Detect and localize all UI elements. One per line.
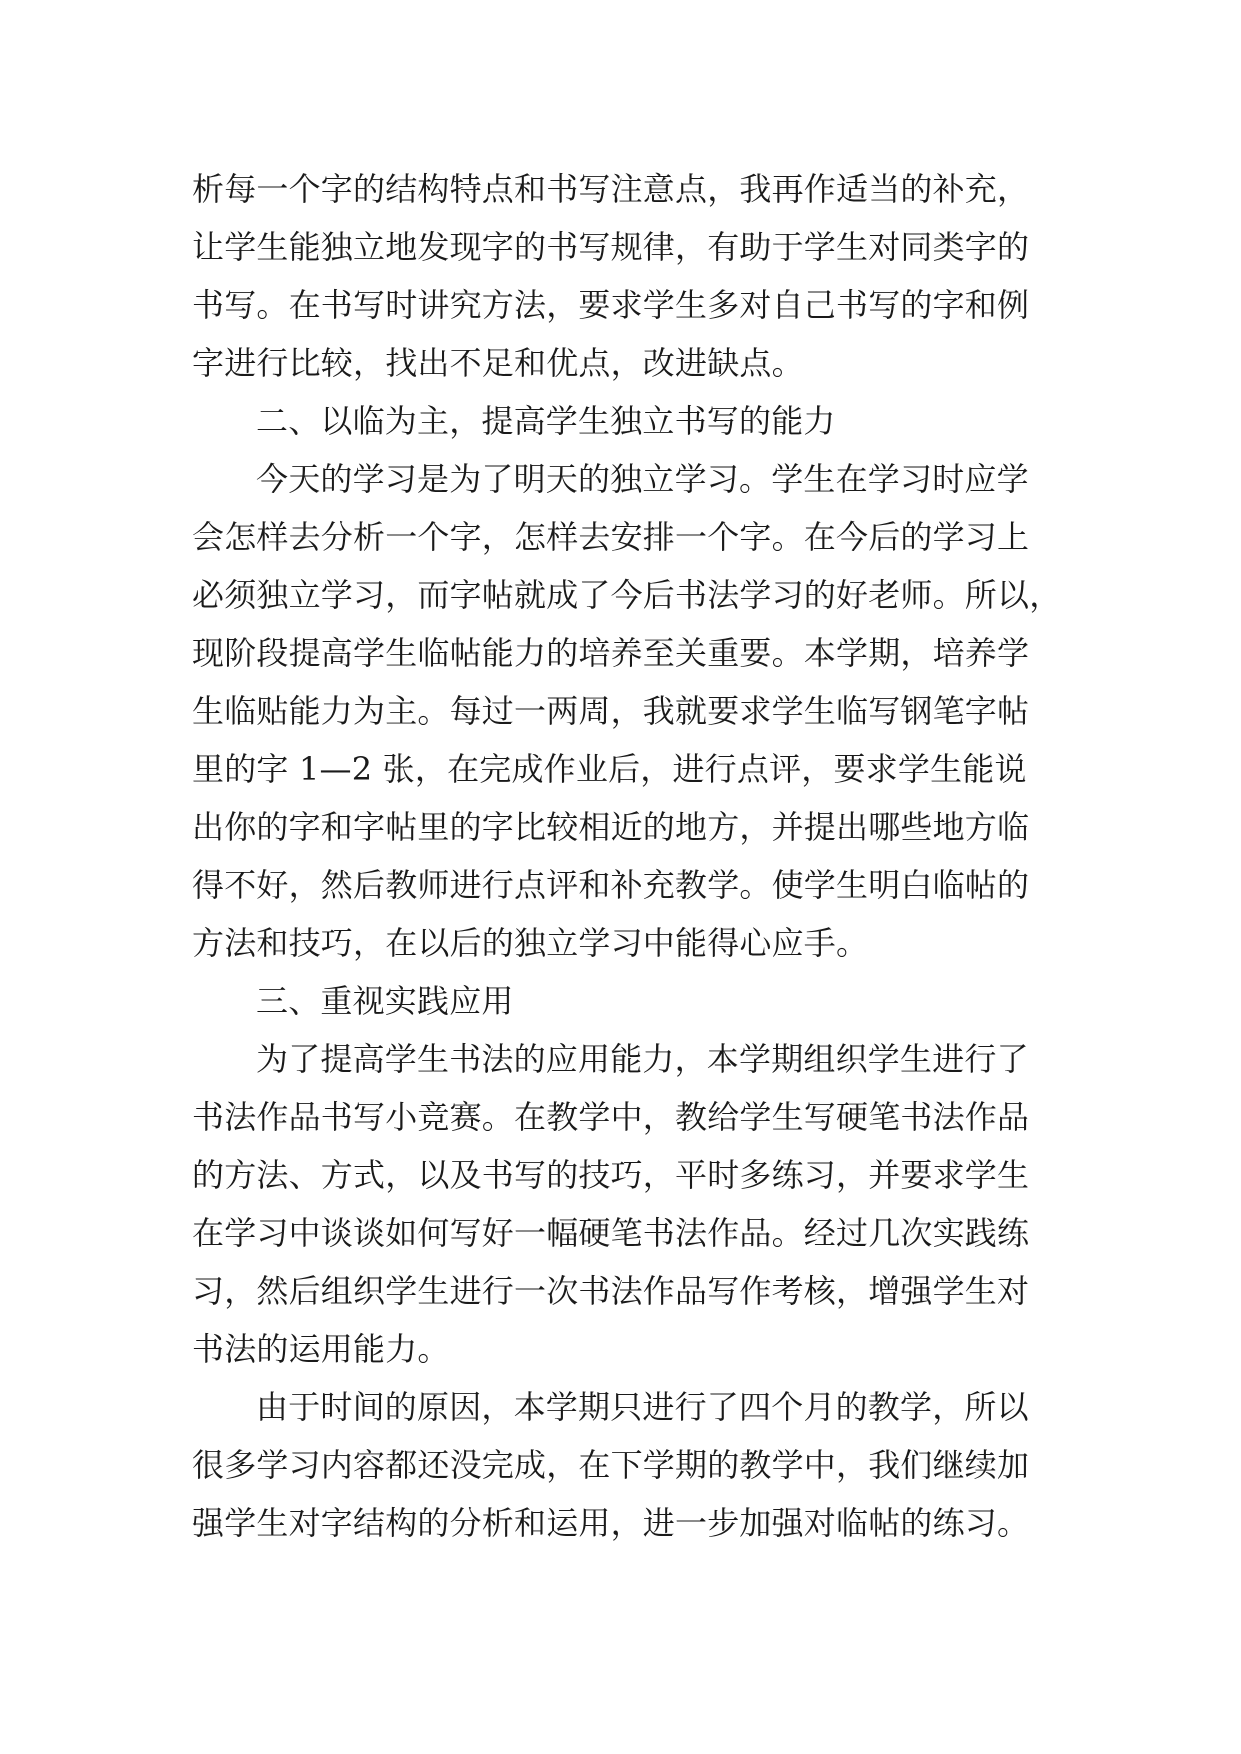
document-body bbox=[192, 160, 1072, 1552]
text-line: 方法和技巧，在以后的独立学习中能得心应手。 bbox=[192, 924, 869, 962]
text-line: 必须独立学习，而字帖就成了今后书法学习的好老师。所以， bbox=[192, 576, 1062, 614]
paragraph-start: 今天的学习是为了明天的独立学习。学生在学习时应学 bbox=[256, 460, 1029, 498]
text-line: 里的字 1—2 张，在完成作业后，进行点评，要求学生能说 bbox=[192, 750, 1027, 788]
text-line: 析每一个字的结构特点和书写注意点，我再作适当的补充， bbox=[192, 170, 1030, 208]
section-heading: 二、以临为主，提高学生独立书写的能力 bbox=[256, 402, 836, 440]
text-line: 书法的运用能力。 bbox=[192, 1330, 450, 1368]
text-line: 字进行比较，找出不足和优点，改进缺点。 bbox=[192, 344, 804, 382]
section-heading: 三、重视实践应用 bbox=[256, 982, 514, 1020]
text-line: 书写。在书写时讲究方法，要求学生多对自己书写的字和例 bbox=[192, 286, 1030, 324]
text-line: 在学习中谈谈如何写好一幅硬笔书法作品。经过几次实践练 bbox=[192, 1214, 1030, 1252]
text-line: 强学生对字结构的分析和运用，进一步加强对临帖的练习。 bbox=[192, 1504, 1030, 1542]
text-line: 的方法、方式，以及书写的技巧，平时多练习，并要求学生 bbox=[192, 1156, 1030, 1194]
text-line: 书法作品书写小竞赛。在教学中，教给学生写硬笔书法作品 bbox=[192, 1098, 1030, 1136]
text-line: 生临贴能力为主。每过一两周，我就要求学生临写钢笔字帖 bbox=[192, 692, 1030, 730]
text-line: 习，然后组织学生进行一次书法作品写作考核，增强学生对 bbox=[192, 1272, 1030, 1310]
text-line: 让学生能独立地发现字的书写规律，有助于学生对同类字的 bbox=[192, 228, 1030, 266]
text-line: 得不好，然后教师进行点评和补充教学。使学生明白临帖的 bbox=[192, 866, 1030, 904]
text-line: 现阶段提高学生临帖能力的培养至关重要。本学期，培养学 bbox=[192, 634, 1030, 672]
paragraph-start: 为了提高学生书法的应用能力，本学期组织学生进行了 bbox=[256, 1040, 1029, 1078]
text-line: 会怎样去分析一个字，怎样去安排一个字。在今后的学习上 bbox=[192, 518, 1030, 556]
text-line: 很多学习内容都还没完成，在下学期的教学中，我们继续加 bbox=[192, 1446, 1030, 1484]
paragraph-start: 由于时间的原因，本学期只进行了四个月的教学，所以 bbox=[256, 1388, 1029, 1426]
text-line: 出你的字和字帖里的字比较相近的地方，并提出哪些地方临 bbox=[192, 808, 1030, 846]
